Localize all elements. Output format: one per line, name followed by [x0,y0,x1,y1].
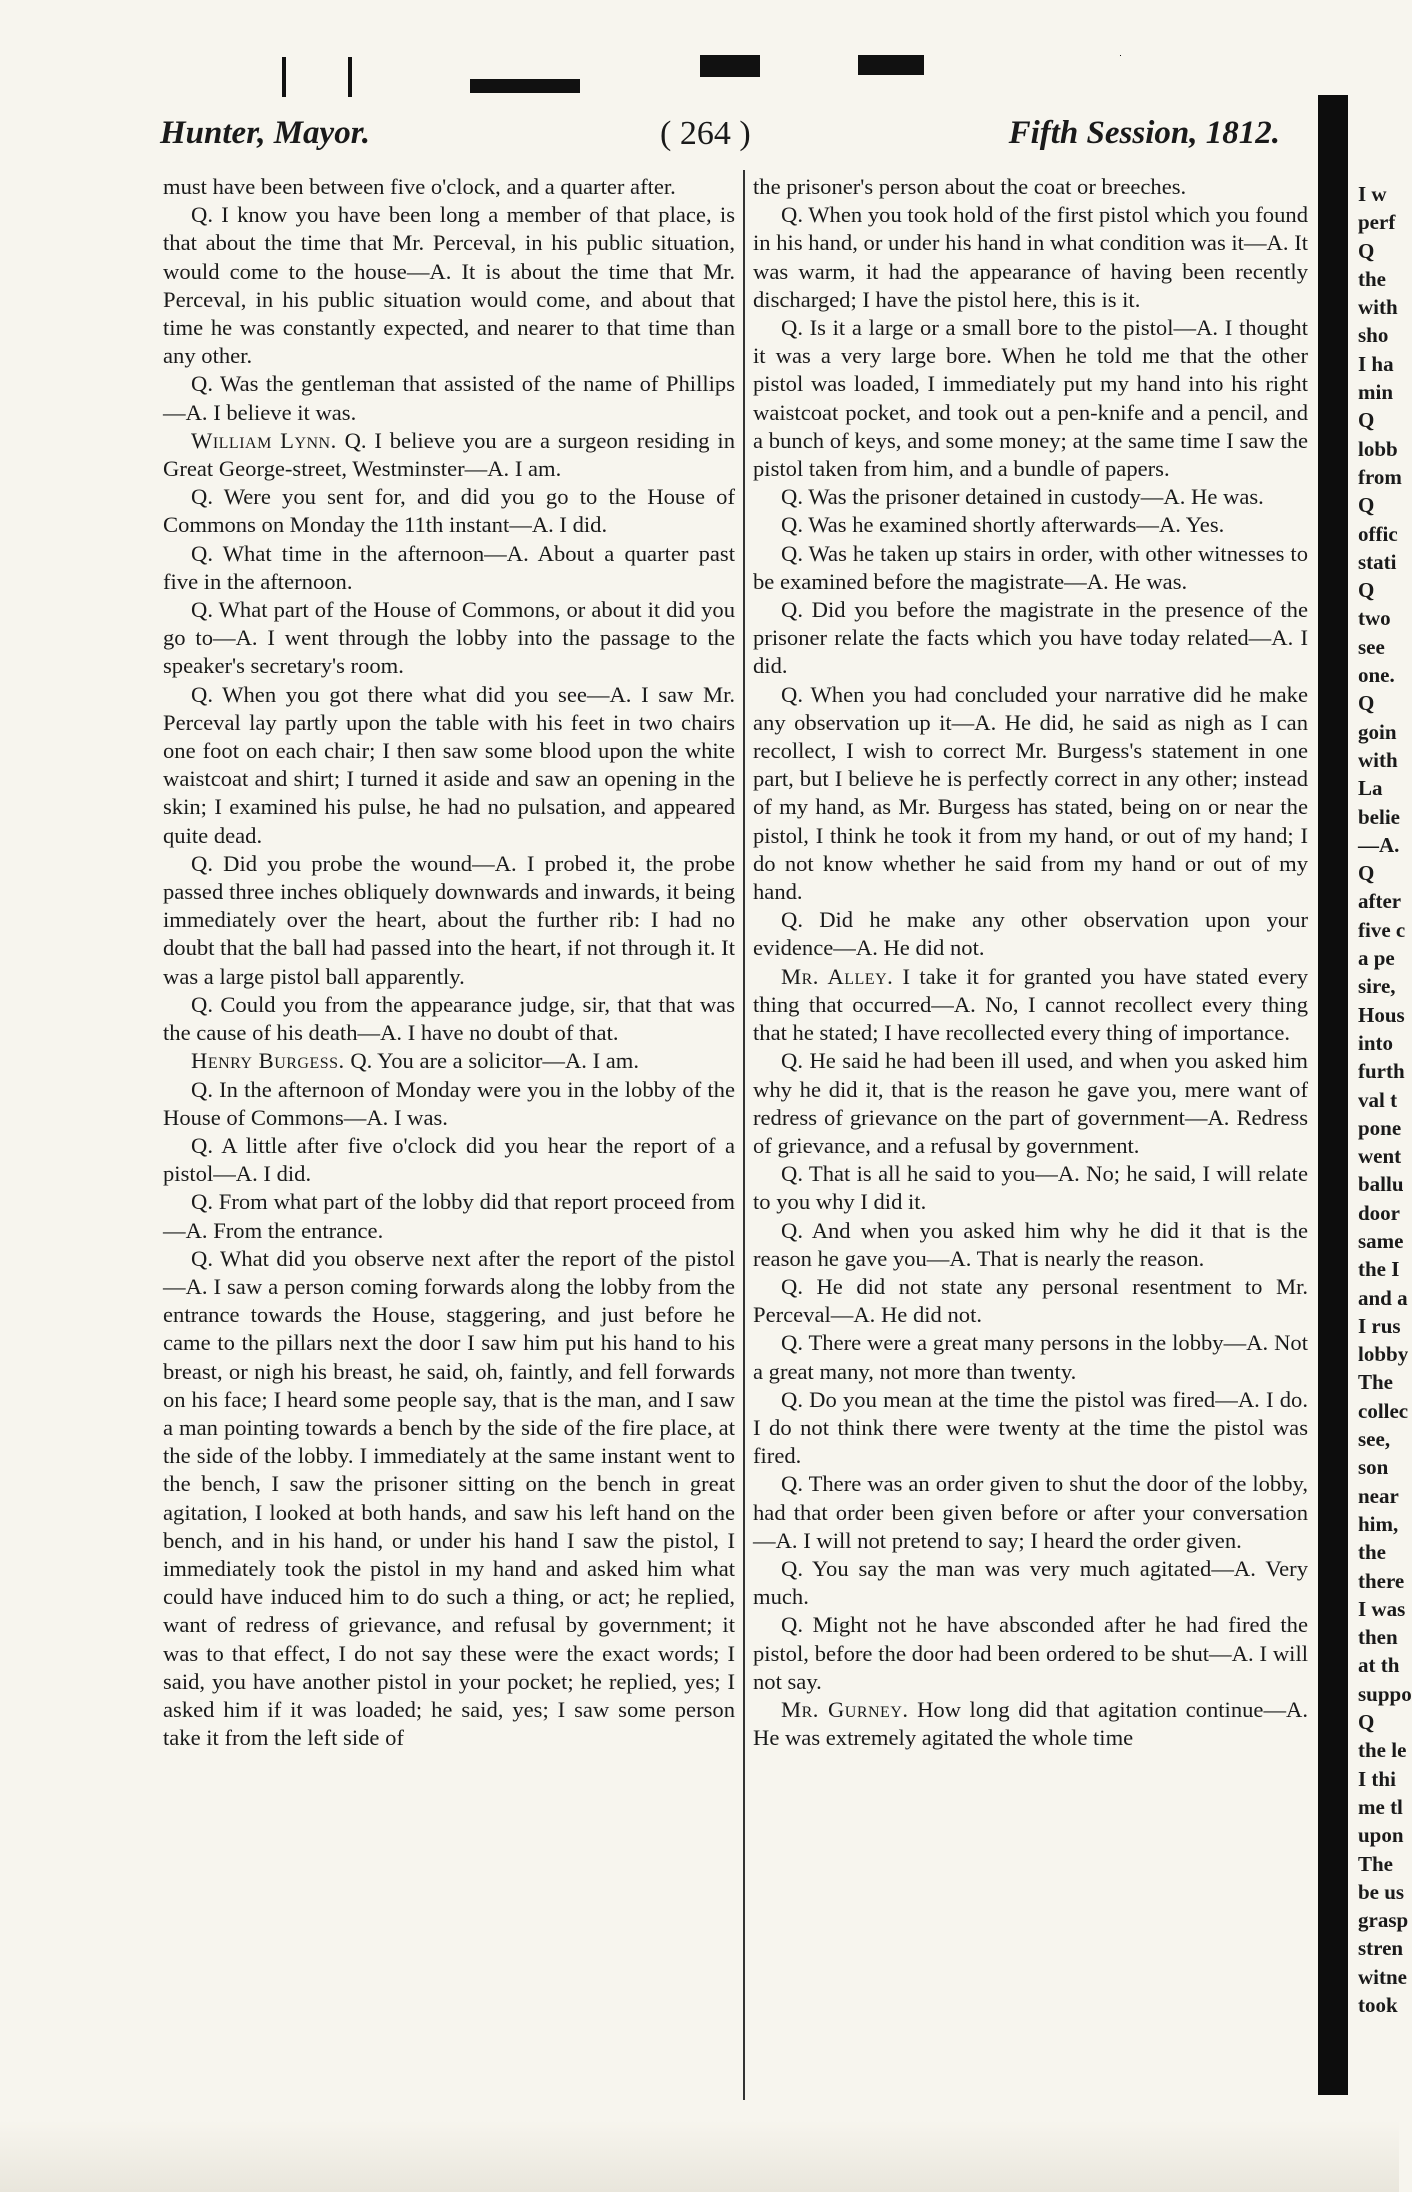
edge-fragment: Q [1358,861,1375,886]
paragraph-text: Q. Were you sent for, and did you go to the House of Commons on Monday the 11th instant—A. I did. [163,484,735,538]
paragraph-text: Q. Did he make any other observation upon your evidence—A. He did not. [753,907,1308,961]
paragraph [753,1470,1308,1555]
paragraph [163,1076,735,1132]
right-text-column [753,173,1308,1752]
edge-fragment: Q [1358,691,1375,716]
edge-fragment: same [1358,1228,1404,1253]
running-head-left: Hunter, Mayor. [160,115,370,151]
edge-fragment: took [1358,1993,1398,2017]
edge-fragment: I w [1358,182,1387,206]
page-bottom-edge [0,2120,1399,2192]
edge-fragment: offic [1358,521,1398,546]
paragraph-text: Q. There was an order given to shut the door of the lobby, had that order been given before or after your conversation—A. I will not pretend to say; I heard the order given. [753,1471,1308,1553]
paragraph [753,483,1308,511]
paragraph-text: Q. Was the gentleman that assisted of the name of Phillips—A. I believe it was. [163,371,735,425]
edge-fragment: me tl [1358,1794,1403,1819]
edge-fragment: upon [1358,1823,1404,1848]
edge-fragment: door [1358,1200,1400,1225]
paragraph [163,483,735,539]
paragraph-text: Q. I know you have been long a member of that place, is that about the time that Mr. Perceval, in his public situation, would come to the house—A. It is about the time that Mr. Perceval, in his public situation would come, and about that time he was constantly expected, and nearer to that time than any other. [163,202,735,369]
column-divider [743,170,745,2100]
edge-fragment: I ha [1358,351,1394,376]
speaker-name: Mr. Alley. [781,963,894,989]
paragraph-text: Q. There were a great many persons in the lobby—A. Not a great many, not more than twenty. [753,1330,1308,1384]
edge-fragment: from [1358,464,1402,489]
paragraph-text: Q. Might not he have absconded after he had fired the pistol, before the door had been ordered to be shut—A. I will not say. [753,1612,1308,1694]
edge-fragment: Q [1358,493,1375,518]
paragraph [163,1188,735,1244]
edge-fragment: pone [1358,1115,1402,1140]
paragraph-text: Q. In the afternoon of Monday were you in the lobby of the House of Commons—A. I was. [163,1076,735,1130]
paragraph-text: Q. What did you observe next after the report of the pistol—A. I saw a person coming forwards along the lobby from the entrance towards the House, staggering, and just before he came to the pillars next the door I saw him put his hand to his breast, or nigh his breast, he said, oh, faintly, and fell forwards on his face; I heard some people say, that is the man, and I saw a man pointing towards a bench by the side of the fire place, at the side of the lobby. I immediately at the same instant went to the bench, I saw the prisoner sitting on the bench in great agitation, I looked at both hands, and saw his left hand on the bench, and in his hand, or under his hand I saw the pistol, I immediately took the pistol in my hand and asked him what could have induced him to do such a thing, or act; he replied, want of redress of grievance, and refusal by government; it was to that effect, I do not say these were the exact words; I said, you have another pistol in your pocket; he replied, yes; I asked him if it was loaded; he said, yes; I saw some person take it from the left side of [163,1245,735,1751]
edge-fragment: sire, [1358,974,1396,999]
paragraph-text: Q. I believe you are a surgeon residing in Great George-street, Westminster—A. I am. [163,427,735,482]
edge-fragment: I was [1358,1596,1406,1621]
facing-page-fragment [1358,180,1412,2019]
paragraph-text: Q. He said he had been ill used, and when you asked him why he did it, that is the reason he gave you, mere want of redress of grievance on the part of government—A. Redress of grievance, and a refusal by government. [753,1048,1308,1158]
edge-fragment: stati [1358,549,1397,574]
edge-fragment: and a [1358,1285,1408,1310]
edge-fragment: the I [1358,1257,1400,1282]
page-top-marks [0,55,1399,115]
edge-fragment: belie [1358,804,1400,829]
edge-fragment: val t [1358,1087,1398,1112]
paragraph [163,201,735,370]
paragraph [753,1217,1308,1273]
paragraph [753,173,1308,201]
paragraph [163,991,735,1047]
edge-fragment: goin [1358,719,1397,744]
edge-fragment: Q [1358,1710,1375,1735]
paragraph [163,596,735,681]
edge-fragment: see [1358,634,1385,659]
edge-fragment: min [1358,380,1394,405]
edge-fragment: perf [1358,210,1396,235]
paragraph [163,173,735,201]
paragraph [163,1132,735,1188]
edge-fragment: a pe [1358,946,1395,971]
edge-fragment: Hous [1358,1002,1405,1027]
paragraph [753,1555,1308,1611]
paragraph [163,681,735,850]
edge-fragment: the le [1358,1738,1407,1763]
paragraph-text: Q. Is it a large or a small bore to the pistol—A. I thought it was a very large bore. When he told me that the other pistol was loaded, I immediately put my hand into his right waistcoat pocket, and took out a pen-knife and a pencil, and a bunch of keys, and some money; at the same time I saw the pistol taken from him, and a bundle of papers. [753,315,1308,482]
edge-fragment: five c [1358,917,1406,942]
paragraph [753,511,1308,539]
edge-fragment: see, [1358,1427,1391,1452]
paragraph-text: Q. Did you before the magistrate in the presence of the prisoner relate the facts which you have today related—A. I did. [753,597,1308,679]
edge-fragment: two [1358,606,1391,631]
running-head-right: Fifth Session, 1812. [1008,115,1280,151]
paragraph-text: Q. That is all he said to you—A. No; he said, I will relate to you why I did it. [753,1161,1308,1215]
paragraph-text: Q. Was the prisoner detained in custody—A. He was. [781,484,1264,510]
edge-fragment: near [1358,1483,1399,1508]
edge-fragment: I rus [1358,1313,1401,1338]
paragraph [753,1696,1308,1752]
edge-fragment: lobby [1358,1342,1409,1367]
paragraph-text: the prisoner's person about the coat or breeches. [753,174,1187,199]
edge-fragment: son [1358,1455,1389,1480]
edge-fragment: furth [1358,1059,1405,1084]
speaker-name: William Lynn. [191,427,337,453]
edge-fragment: went [1358,1144,1402,1169]
edge-fragment: into [1358,1030,1394,1055]
paragraph [753,314,1308,483]
edge-fragment: collec [1358,1398,1409,1423]
page-header [160,115,1310,163]
paragraph-text: Q. When you got there what did you see—A. I saw Mr. Perceval lay partly upon the table with his feet in two chairs one foot on each chair; I then saw some blood upon the white waistcoat and shirt; I turned it aside and saw an opening in the skin; I examined his pulse, he had no pulsation, and appeared quite dead. [163,681,735,848]
paragraph-text: Q. And when you asked him why he did it that is the reason he gave you—A. That is nearly the reason. [753,1217,1308,1271]
paragraph [753,1611,1308,1696]
paragraph [163,850,735,991]
paragraph-text: I take it for granted you have stated every thing that occurred—A. No, I cannot recollect every thing that he stated; I have recollected every thing of importance. [753,963,1308,1046]
edge-fragment: then [1358,1625,1398,1650]
paragraph-text: Q. What time in the afternoon—A. About a quarter past five in the afternoon. [163,540,735,594]
paragraph-text: Q. Was he taken up stairs in order, with other witnesses to be examined before the magistrate—A. He was. [753,540,1308,594]
paragraph [163,370,735,426]
paragraph [753,681,1308,907]
edge-fragment: with [1358,295,1398,320]
paragraph-text: must have been between five o'clock, and a quarter after. [163,174,676,199]
edge-fragment: be us [1358,1879,1405,1904]
paragraph [753,1047,1308,1160]
paragraph-text: How long did that agitation continue—A. He was extremely agitated the whole time [753,1696,1309,1751]
paragraph [753,906,1308,962]
page-number: ( 264 ) [660,115,751,152]
paragraph-text: Q. Did you probe the wound—A. I probed it, the probe passed three inches obliquely downwards and inwards, it being immediately over the heart, about the further rib: I had no doubt that the ball had passed into the heart, if not through it. It was a large pistol ball apparently. [163,850,735,989]
edge-fragment: La [1358,776,1383,801]
paragraph-text: Q. From what part of the lobby did that report proceed from—A. From the entrance. [163,1189,735,1243]
speaker-name: Mr. Gurney. [781,1696,909,1722]
paragraph-text: Q. A little after five o'clock did you hear the report of a pistol—A. I did. [163,1132,735,1187]
paragraph-text: Q. Do you mean at the time the pistol was fired—A. I do. I do not think there were twenty at the time the pistol was fired. [753,1386,1308,1469]
edge-fragment: stren [1358,1936,1404,1961]
edge-fragment: ballu [1358,1172,1404,1197]
edge-fragment: Q [1358,238,1375,263]
paragraph [753,963,1308,1048]
edge-fragment: him, [1358,1511,1399,1536]
edge-fragment: lobb [1358,436,1398,461]
paragraph [163,1047,735,1075]
edge-fragment: at th [1358,1653,1400,1678]
edge-fragment: The [1358,1370,1394,1395]
edge-fragment: I thi [1358,1766,1396,1791]
edge-fragment: there [1358,1568,1405,1593]
edge-fragment: grasp [1358,1908,1409,1933]
paragraph-text: Q. You are a solicitor—A. I am. [344,1048,640,1074]
paragraph [753,1329,1308,1385]
edge-fragment: The [1358,1851,1394,1876]
paragraph [753,1273,1308,1329]
edge-fragment: one. [1358,663,1395,688]
paragraph [753,596,1308,681]
paragraph [753,1160,1308,1216]
edge-fragment: the [1358,1540,1386,1565]
paragraph-text: Q. When you had concluded your narrative did he make any observation up it—A. He did, he said as nigh as I can recollect, I wish to correct Mr. Burgess's statement in one part, but I believe he is perfectly correct in any other; instead of my hand, as Mr. Burgess has stated, being on or near the pistol, I think he took it from my hand, or out of my hand; I do not know whether he said from my hand or out of my hand. [753,681,1308,905]
speaker-name: Henry Burgess. [191,1048,345,1074]
book-spine-shadow [1318,95,1348,2095]
edge-fragment: Q [1358,408,1375,433]
paragraph-text: Q. What part of the House of Commons, or about it did you go to—A. I went through the lobby into the passage to the speaker's secretary's room. [163,597,735,679]
paragraph-text: Q. You say the man was very much agitated—A. Very much. [753,1555,1308,1610]
left-text-column [163,173,735,1752]
paragraph-text: Q. He did not state any personal resentment to Mr. Perceval—A. He did not. [753,1273,1308,1328]
paragraph-text: Q. Was he examined shortly afterwards—A. Yes. [781,512,1225,538]
edge-fragment: with [1358,747,1398,772]
edge-fragment: after [1358,889,1402,914]
paragraph [753,201,1308,314]
edge-fragment: suppo [1358,1681,1412,1706]
edge-fragment: witne [1358,1964,1407,1989]
paragraph-text: Q. When you took hold of the first pistol which you found in his hand, or under his hand in what condition was it—A. It was warm, it had the appearance of having been recently discharged; I have the pistol here, this is it. [753,202,1308,312]
edge-fragment: the [1358,266,1386,291]
edge-fragment: —A. [1358,832,1400,857]
paragraph [753,1386,1308,1471]
paragraph [163,427,735,483]
paragraph [163,540,735,596]
paragraph [163,1245,735,1753]
paragraph [753,540,1308,596]
edge-fragment: Q [1358,578,1375,603]
paragraph-text: Q. Could you from the appearance judge, sir, that that was the cause of his death—A. I have no doubt of that. [163,991,735,1046]
edge-fragment: sho [1358,323,1389,348]
